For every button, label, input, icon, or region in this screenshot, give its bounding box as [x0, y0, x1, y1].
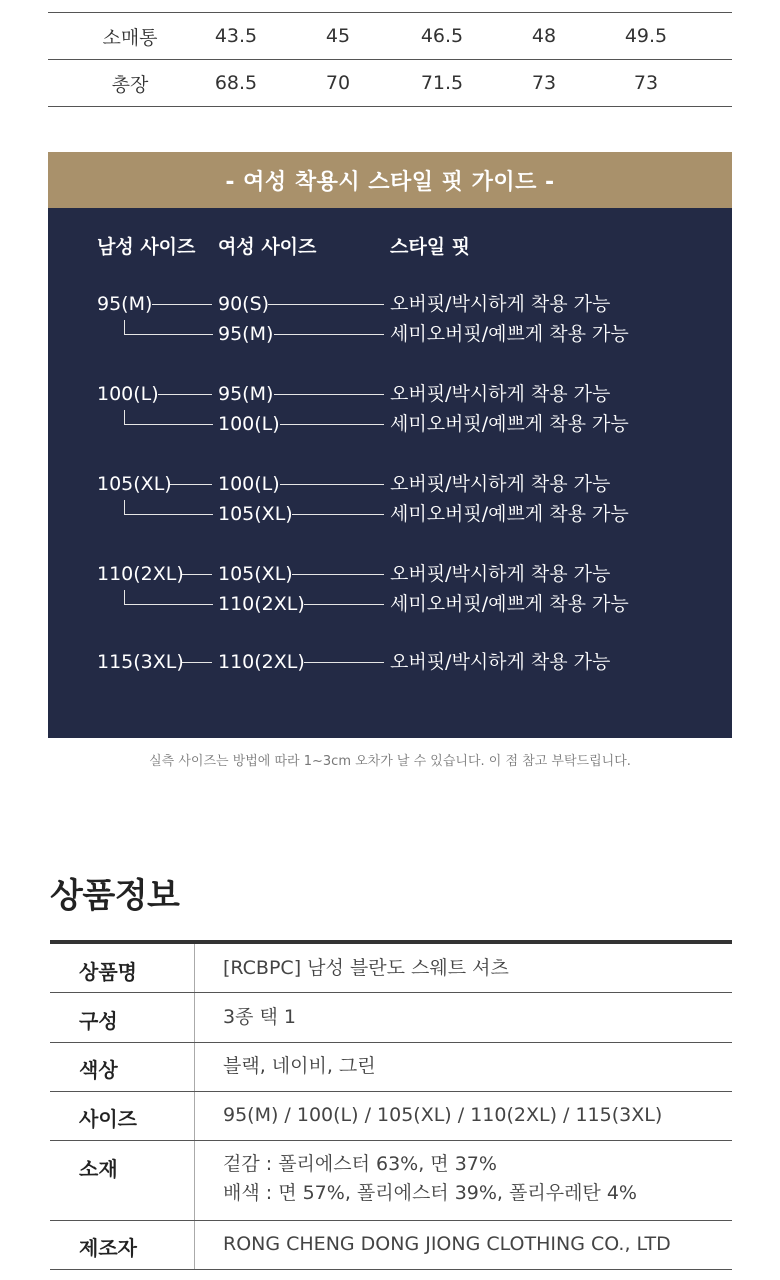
fit-desc: 세미오버핏/예쁘게 착용 가능 [390, 503, 629, 525]
row-label: 상품명 [50, 944, 195, 992]
table-row [48, 13, 732, 60]
fit-desc: 오버핏/박시하게 착용 가능 [390, 293, 611, 315]
elbow-connector [124, 590, 213, 605]
connector-line [292, 514, 384, 515]
elbow-connector [124, 320, 213, 335]
header-women-size: 여성 사이즈 [218, 236, 317, 258]
row-value [195, 1141, 637, 1220]
table-row [50, 993, 732, 1043]
connector-line [274, 334, 384, 335]
fit-desc: 오버핏/박시하게 착용 가능 [390, 651, 611, 673]
cell: 43.5 [214, 25, 258, 47]
product-info-table [50, 940, 732, 1270]
cell: 73 [531, 72, 557, 94]
cell: 46.5 [420, 25, 464, 47]
men-size: 100(L) [97, 383, 159, 405]
women-size: 105(XL) [218, 503, 293, 525]
men-size: 105(XL) [97, 473, 172, 495]
value-line: 겉감 : 폴리에스터 63%, 면 37% [223, 1153, 497, 1175]
connector-line [304, 604, 384, 605]
connector-line [280, 484, 384, 485]
table-row [50, 1141, 732, 1221]
table-row [48, 60, 732, 107]
women-size: 90(S) [218, 293, 270, 315]
women-size: 110(2XL) [218, 651, 305, 673]
row-label: 색상 [50, 1043, 195, 1091]
fit-desc: 오버핏/박시하게 착용 가능 [390, 383, 611, 405]
row-value: RONG CHENG DONG JIONG CLOTHING CO., LTD [223, 1233, 671, 1255]
connector-line [274, 394, 384, 395]
cell: 48 [531, 25, 557, 47]
row-label: 제조자 [50, 1221, 195, 1269]
connector-line [268, 304, 384, 305]
women-size: 95(M) [218, 383, 274, 405]
row-label: 사이즈 [50, 1092, 195, 1140]
fit-desc: 오버핏/박시하게 착용 가능 [390, 473, 611, 495]
value-line: 배색 : 면 57%, 폴리에스터 39%, 폴리우레탄 4% [223, 1182, 637, 1204]
connector-line [182, 574, 212, 575]
fit-desc: 세미오버핏/예쁘게 착용 가능 [390, 323, 629, 345]
connector-line [170, 484, 212, 485]
men-size: 110(2XL) [97, 563, 184, 585]
connector-line [182, 662, 212, 663]
women-size: 100(L) [218, 473, 280, 495]
row-label: 소매통 [102, 26, 158, 49]
header-style-fit: 스타일 핏 [390, 236, 471, 258]
row-label: 총장 [111, 73, 149, 96]
women-size: 100(L) [218, 413, 280, 435]
connector-line [304, 662, 384, 663]
row-label: 소재 [50, 1141, 195, 1220]
size-table [48, 0, 732, 107]
cell: 71.5 [420, 72, 464, 94]
women-size: 110(2XL) [218, 593, 305, 615]
header-men-size: 남성 사이즈 [97, 236, 196, 258]
measurement-note: 실측 사이즈는 방법에 따라 1~3cm 오차가 날 수 있습니다. 이 점 참고 부탁드립니다. [149, 754, 631, 769]
cell: 68.5 [214, 72, 258, 94]
section-title: 상품정보 [50, 876, 180, 916]
connector-line [152, 304, 212, 305]
women-size: 105(XL) [218, 563, 293, 585]
row-value: 95(M) / 100(L) / 105(XL) / 110(2XL) / 115(3XL) [223, 1104, 663, 1126]
guide-title: - 여성 착용시 스타일 핏 가이드 - [48, 152, 732, 208]
fit-desc: 오버핏/박시하게 착용 가능 [390, 563, 611, 585]
men-size: 95(M) [97, 293, 153, 315]
table-row [50, 1043, 732, 1092]
table-row [50, 1221, 732, 1270]
connector-line [292, 574, 384, 575]
table-row [50, 944, 732, 993]
cell: 70 [325, 72, 351, 94]
elbow-connector [124, 410, 213, 425]
cell: 45 [325, 25, 351, 47]
fit-desc: 세미오버핏/예쁘게 착용 가능 [390, 593, 629, 615]
men-size: 115(3XL) [97, 651, 184, 673]
row-label: 구성 [50, 993, 195, 1042]
table-row [50, 1092, 732, 1141]
row-value: 3종 택 1 [223, 1006, 296, 1028]
connector-line [280, 424, 384, 425]
cell: 49.5 [624, 25, 668, 47]
fit-guide [48, 208, 732, 738]
cell: 73 [633, 72, 659, 94]
elbow-connector [124, 500, 213, 515]
women-size: 95(M) [218, 323, 274, 345]
connector-line [158, 394, 212, 395]
row-value: [RCBPC] 남성 블란도 스웨트 셔츠 [223, 957, 509, 979]
fit-desc: 세미오버핏/예쁘게 착용 가능 [390, 413, 629, 435]
row-value: 블랙, 네이비, 그린 [223, 1055, 376, 1077]
